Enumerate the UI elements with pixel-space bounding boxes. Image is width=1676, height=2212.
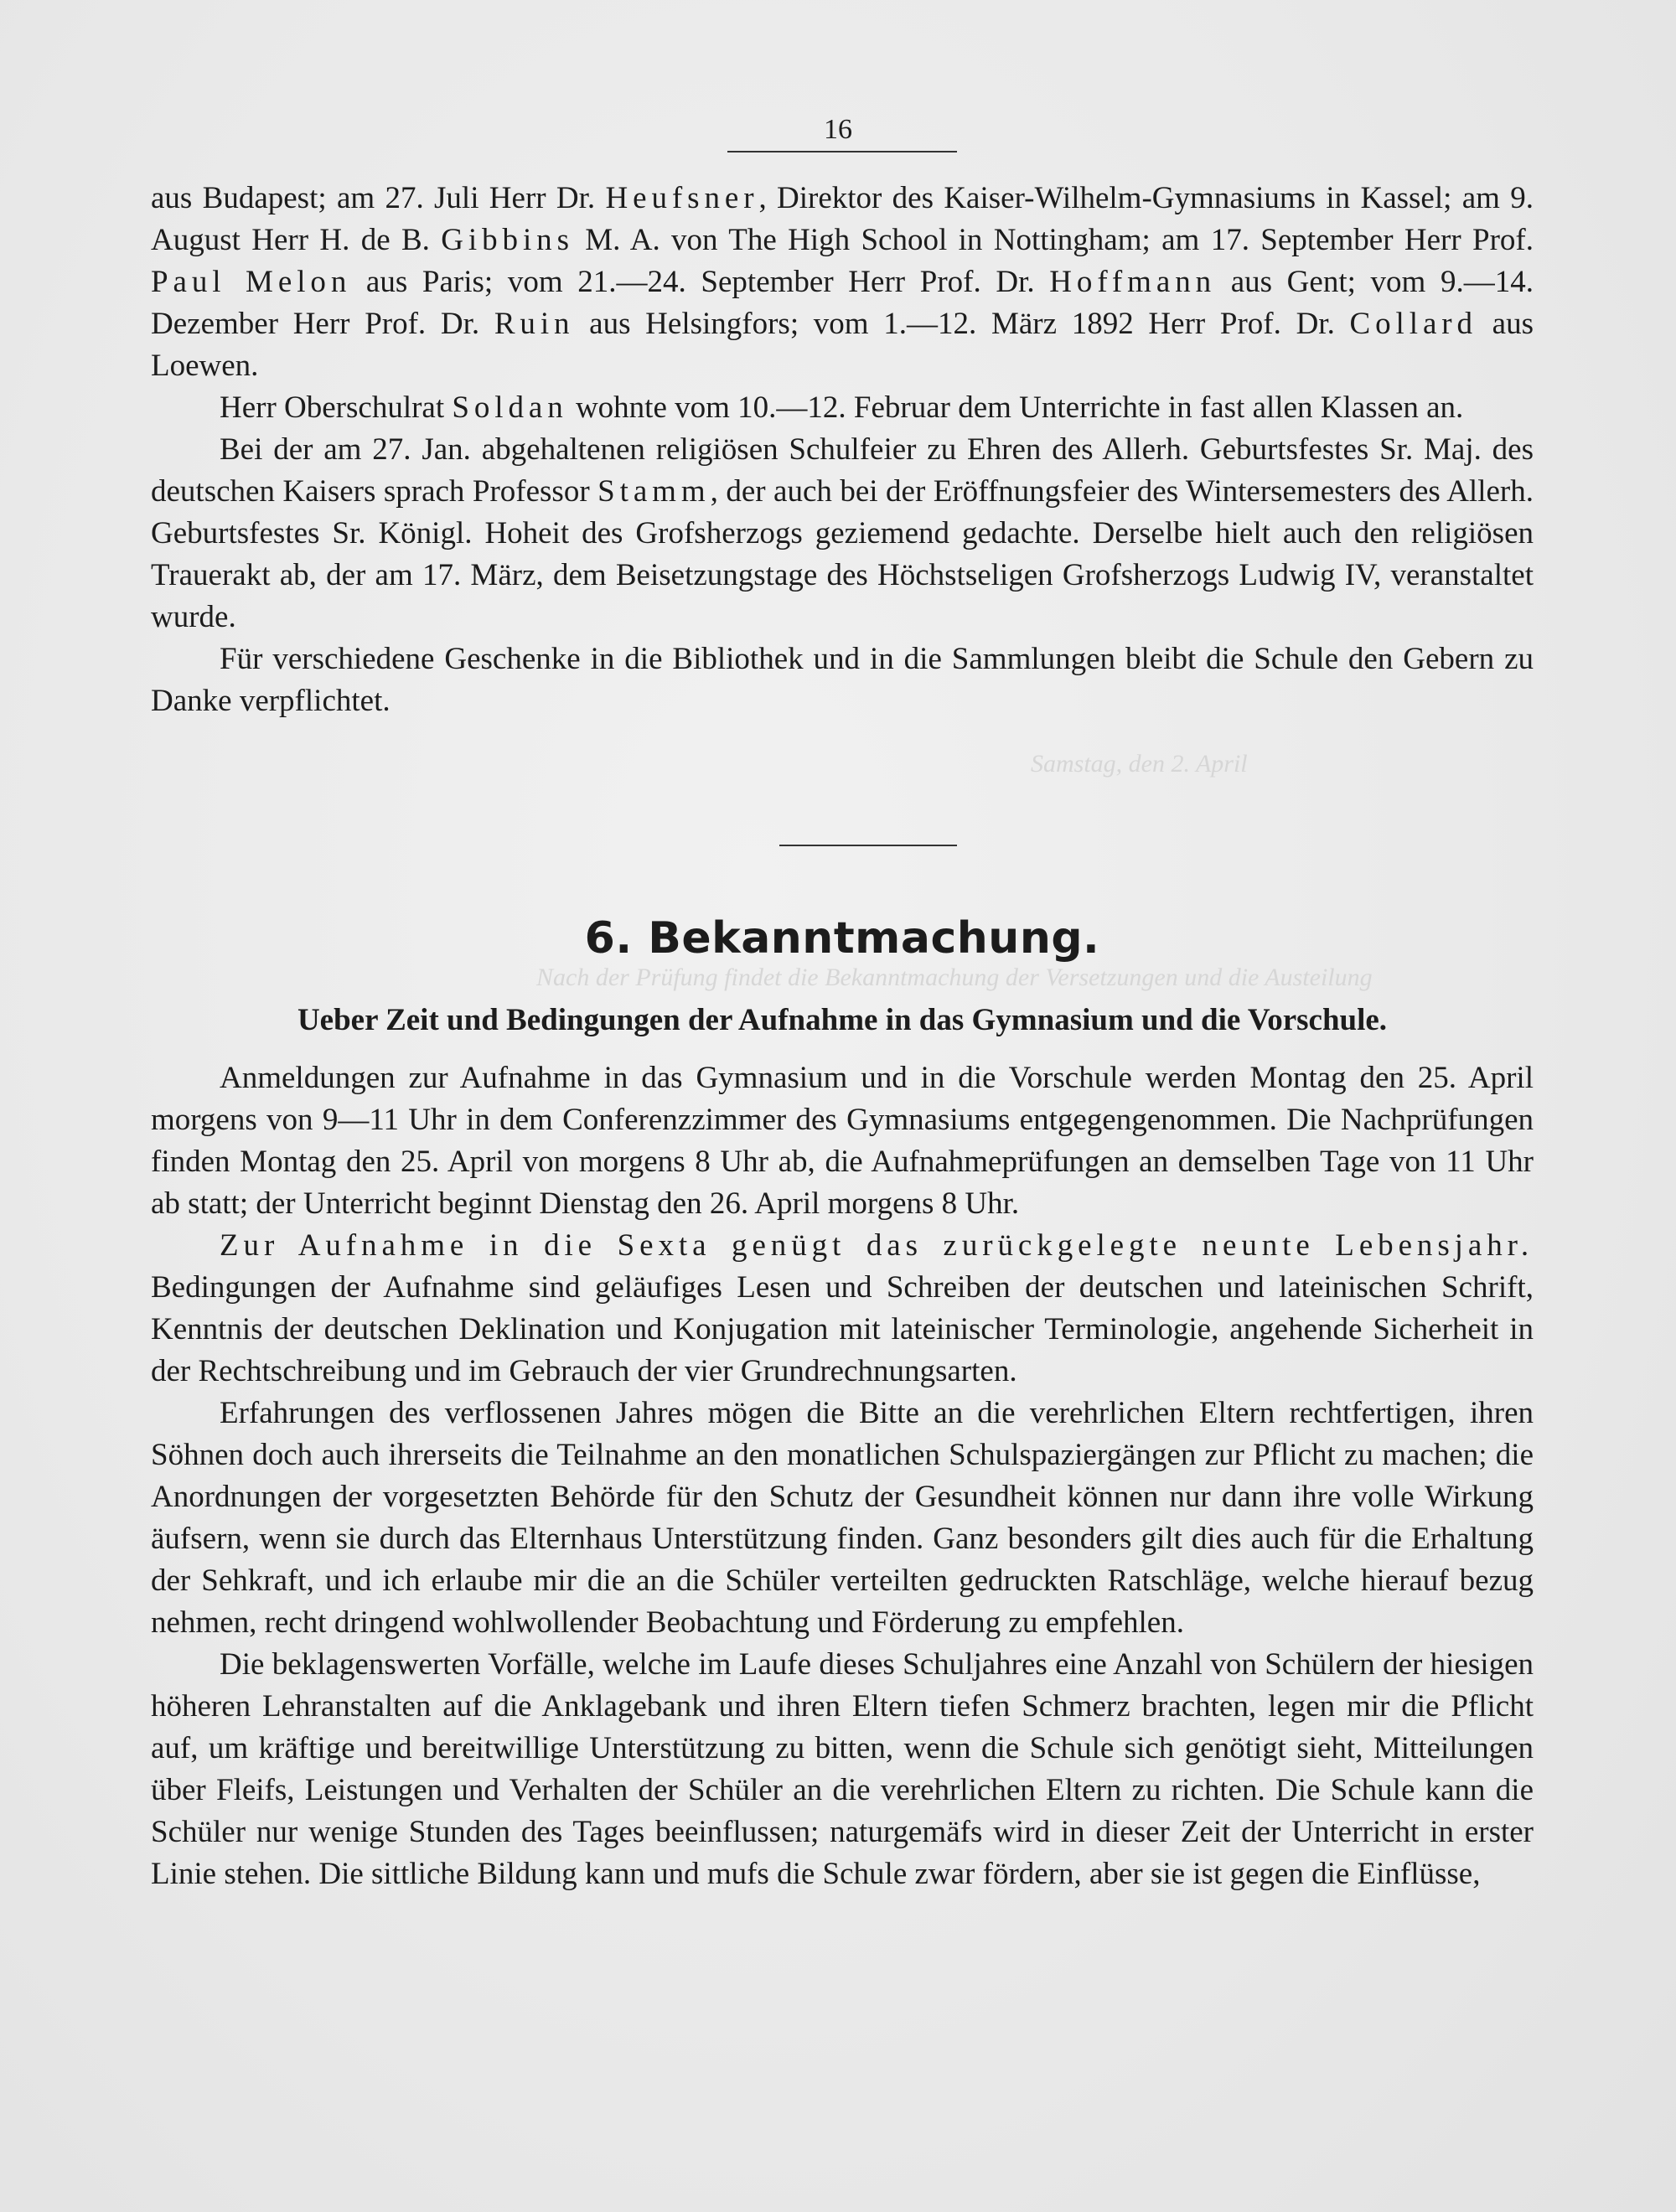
page-number: 16 <box>824 114 852 145</box>
bleed-through-shadow: Samstag, den 2. April <box>1031 750 1248 778</box>
text-run: aus Loewen. <box>151 307 1534 383</box>
text-run: aus Helsingfors; vom 1.—12. März 1892 Herr Prof. Dr. <box>574 307 1350 341</box>
text-run: Herr Oberschulrat <box>220 390 453 425</box>
text-run: aus Gent; vom 9.—14. Dezember Herr Prof. Dr. <box>151 265 1534 341</box>
paragraph-schulfeier <box>151 429 1534 638</box>
spaced-name: Paul Melon <box>151 265 352 299</box>
text-run: Die beklagenswerten Vorfälle, welche im Laufe dieses Schuljahres eine Anzahl von Schülern der hiesigen höheren Lehranstalten auf die Anklagebank und ihren Eltern tiefen Schmerz brachten, legen mir die Pflicht auf, um kräftige und bereitwillige Unterstützung zu bitten, wenn die Schule sich genötigt sieht, Mitteilungen über Fleifs, Leistungen und Verhalten der Schüler an die verehrlichen Eltern zu richten. Die Schule kann die Schüler nur wenige Stunden des Tages beeinflussen; naturgemäfs wird in dieser Zeit der Unterricht in erster Linie stehen. Die sittliche Bildung kann und mufs die Schule zwar fördern, aber sie ist gegen die Einflüsse, <box>151 1647 1534 1891</box>
spaced-name: Heufsner <box>605 181 759 215</box>
paragraph-sexta <box>151 1225 1534 1393</box>
text-run: M. A. von The High School in Nottingham; am 17. September Herr Prof. <box>573 223 1534 257</box>
spaced-name: Ruin <box>494 307 575 341</box>
spaced-name: Stamm <box>597 474 711 509</box>
report-text-top <box>151 178 1534 722</box>
spaced-name: Zur Aufnahme in die Sexta genügt das zurückgelegte neunte Lebensjahr. <box>220 1228 1534 1263</box>
paragraph-visitors <box>151 178 1534 387</box>
text-run: aus Budapest; am 27. Juli Herr Dr. <box>151 181 606 215</box>
text-run: Für verschiedene Geschenke in die Bibliothek und in die Sammlungen bleibt die Schule den Gebern zu Danke verpflichtet. <box>151 642 1534 718</box>
paragraph-erfahrungen <box>151 1393 1534 1644</box>
report-text-bottom <box>151 1057 1534 1895</box>
text-run: aus Paris; vom 21.—24. September Herr Prof. Dr. <box>351 265 1050 299</box>
paragraph-geschenke <box>151 638 1534 722</box>
paragraph-soldan <box>151 387 1534 429</box>
text-run: Bei der am 27. Jan. abgehaltenen religiösen Schulfeier zu Ehren des Allerh. Geburtsfestes Sr. Maj. des deutschen Kaisers sprach Professor <box>151 432 1534 509</box>
spaced-name: Hoffmann <box>1049 265 1217 299</box>
spaced-name: Soldan <box>452 390 568 425</box>
section-heading: 6. Bekanntmachung. <box>584 913 1100 964</box>
text-run: , Direktor des Kaiser-Wilhelm-Gymnasiums in Kassel; am 9. August Herr H. de B. <box>151 181 1534 257</box>
text-run: wohnte vom 10.—12. Februar dem Unterrichte in fast allen Klassen an. <box>567 390 1464 425</box>
paragraph-anmeldungen <box>151 1057 1534 1225</box>
text-run: , der auch bei der Eröffnungsfeier des Wintersemesters des Allerh. Geburtsfestes Sr. Königl. Hoheit des Grofsherzogs geziemend gedachte. Derselbe hielt auch den religiösen Trauerakt ab, der am 17. März, dem Beisetzungstage des Höchstseligen Grofsherzogs Ludwig IV, veranstaltet wurde. <box>151 474 1534 634</box>
text-run: Anmeldungen zur Aufnahme in das Gymnasium und in die Vorschule werden Montag den 25. April morgens von 9—11 Uhr in dem Conferenzzimmer des Gymnasiums entgegengenommen. Die Nachprüfungen finden Montag den 25. April von morgens 8 Uhr ab, die Aufnahmeprüfungen an demselben Tage von 11 Uhr ab statt; der Unterricht beginnt Dienstag den 26. April morgens 8 Uhr. <box>151 1061 1534 1221</box>
spaced-name: Collard <box>1349 307 1477 341</box>
section-subheading: Ueber Zeit und Bedingungen der Aufnahme in das Gymnasium und die Vorschule. <box>297 1003 1388 1037</box>
bleed-through-shadow: Nach der Prüfung findet die Bekanntmachung der Versetzungen und die Austeilung <box>536 964 1373 991</box>
text-run: Erfahrungen des verflossenen Jahres mögen die Bitte an die verehrlichen Eltern rechtfertigen, ihren Söhnen doch auch ihrerseits die Teilnahme an den monatlichen Schulspaziergängen zur Pflicht zu machen; die Anordnungen der vorgesetzten Behörde für den Schutz der Gesundheit können nur dann ihre volle Wirkung äufsern, wenn sie durch das Elternhaus Unterstützung finden. Ganz besonders gilt dies auch für die Erhaltung der Sehkraft, und ich erlaube mir die an die Schüler verteilten gedruckten Ratschläge, welche hierauf bezug nehmen, recht dringend wohlwollender Beobachtung und Förderung zu empfehlen. <box>151 1396 1534 1640</box>
paragraph-vorfaelle <box>151 1644 1534 1895</box>
text-run: Bedingungen der Aufnahme sind geläufiges Lesen und Schreiben der deutschen und lateinischen Schrift, Kenntnis der deutschen Deklination und Konjugation mit lateinischer Terminologie, angehende Sicherheit in der Rechtschreibung und im Gebrauch der vier Grundrechnungsarten. <box>151 1270 1534 1388</box>
spaced-name: Gibbins <box>441 223 574 257</box>
header-rule <box>727 151 957 152</box>
section-divider-rule <box>779 845 957 846</box>
